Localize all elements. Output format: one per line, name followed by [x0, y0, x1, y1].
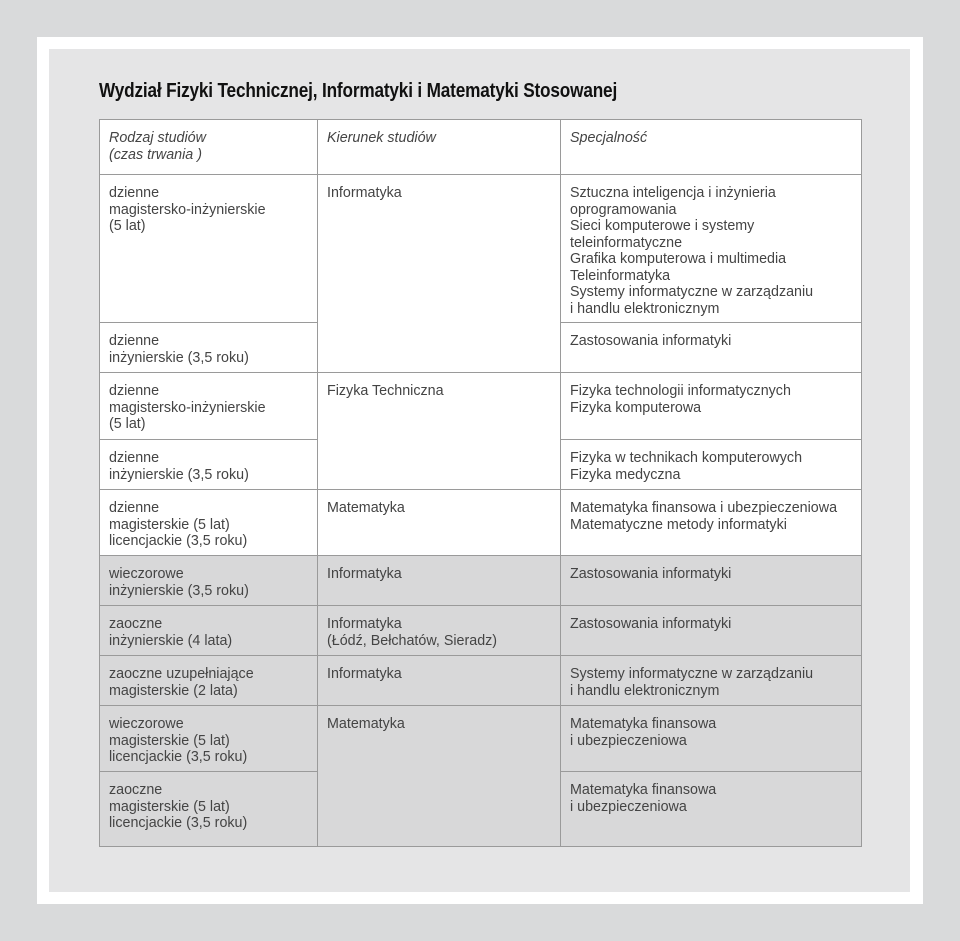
table-row	[100, 706, 862, 772]
table-row	[100, 490, 862, 556]
cell-rodzaj: dzienne magistersko-inżynierskie (5 lat)	[100, 373, 318, 440]
cell-specjalnosc: Zastosowania informatyki	[561, 556, 862, 606]
table-row	[100, 556, 862, 606]
table-header-row	[100, 120, 862, 175]
header-specjalnosc: Specjalność	[561, 120, 862, 175]
cell-specjalnosc: Fizyka w technikach komputerowych Fizyka medyczna	[561, 440, 862, 490]
cell-kierunek: Matematyka	[318, 490, 561, 556]
cell-rodzaj: dzienne magistersko-inżynierskie (5 lat)	[100, 175, 318, 323]
header-kierunek: Kierunek studiów	[318, 120, 561, 175]
studies-table	[99, 119, 862, 847]
cell-kierunek	[318, 323, 561, 373]
cell-kierunek: Informatyka	[318, 556, 561, 606]
cell-kierunek: Fizyka Techniczna	[318, 373, 561, 440]
cell-kierunek	[318, 772, 561, 847]
cell-rodzaj: wieczorowe magisterskie (5 lat) licencjackie (3,5 roku)	[100, 706, 318, 772]
cell-kierunek: Informatyka (Łódź, Bełchatów, Sieradz)	[318, 606, 561, 656]
cell-rodzaj: dzienne magisterskie (5 lat) licencjackie (3,5 roku)	[100, 490, 318, 556]
cell-kierunek	[318, 440, 561, 490]
cell-rodzaj: wieczorowe inżynierskie (3,5 roku)	[100, 556, 318, 606]
cell-specjalnosc: Systemy informatyczne w zarządzaniu i handlu elektronicznym	[561, 656, 862, 706]
cell-rodzaj: dzienne inżynierskie (3,5 roku)	[100, 440, 318, 490]
header-rodzaj: Rodzaj studiów (czas trwania )	[100, 120, 318, 175]
cell-kierunek: Informatyka	[318, 175, 561, 323]
table-row	[100, 323, 862, 373]
table-row	[100, 373, 862, 440]
table-row	[100, 606, 862, 656]
cell-specjalnosc: Matematyka finansowa i ubezpieczeniowa Matematyczne metody informatyki	[561, 490, 862, 556]
cell-rodzaj: zaoczne inżynierskie (4 lata)	[100, 606, 318, 656]
cell-rodzaj: dzienne inżynierskie (3,5 roku)	[100, 323, 318, 373]
table-row	[100, 772, 862, 847]
cell-kierunek: Matematyka	[318, 706, 561, 772]
page-title: Wydział Fizyki Technicznej, Informatyki i Matematyki Stosowanej	[99, 80, 618, 102]
cell-rodzaj: zaoczne uzupełniające magisterskie (2 lata)	[100, 656, 318, 706]
cell-specjalnosc: Zastosowania informatyki	[561, 323, 862, 373]
table-row	[100, 440, 862, 490]
table-row	[100, 656, 862, 706]
cell-specjalnosc: Zastosowania informatyki	[561, 606, 862, 656]
cell-specjalnosc: Matematyka finansowa i ubezpieczeniowa	[561, 706, 862, 772]
cell-specjalnosc: Sztuczna inteligencja i inżynieria oprogramowania Sieci komputerowe i systemy teleinformatyczne Grafika komputerowa i multimedia Teleinformatyka Systemy informatyczne w zarządzaniu i handlu elektronicznym	[561, 175, 862, 323]
cell-specjalnosc: Matematyka finansowa i ubezpieczeniowa	[561, 772, 862, 847]
cell-rodzaj: zaoczne magisterskie (5 lat) licencjackie (3,5 roku)	[100, 772, 318, 847]
cell-kierunek: Informatyka	[318, 656, 561, 706]
table-row	[100, 175, 862, 323]
cell-specjalnosc: Fizyka technologii informatycznych Fizyka komputerowa	[561, 373, 862, 440]
